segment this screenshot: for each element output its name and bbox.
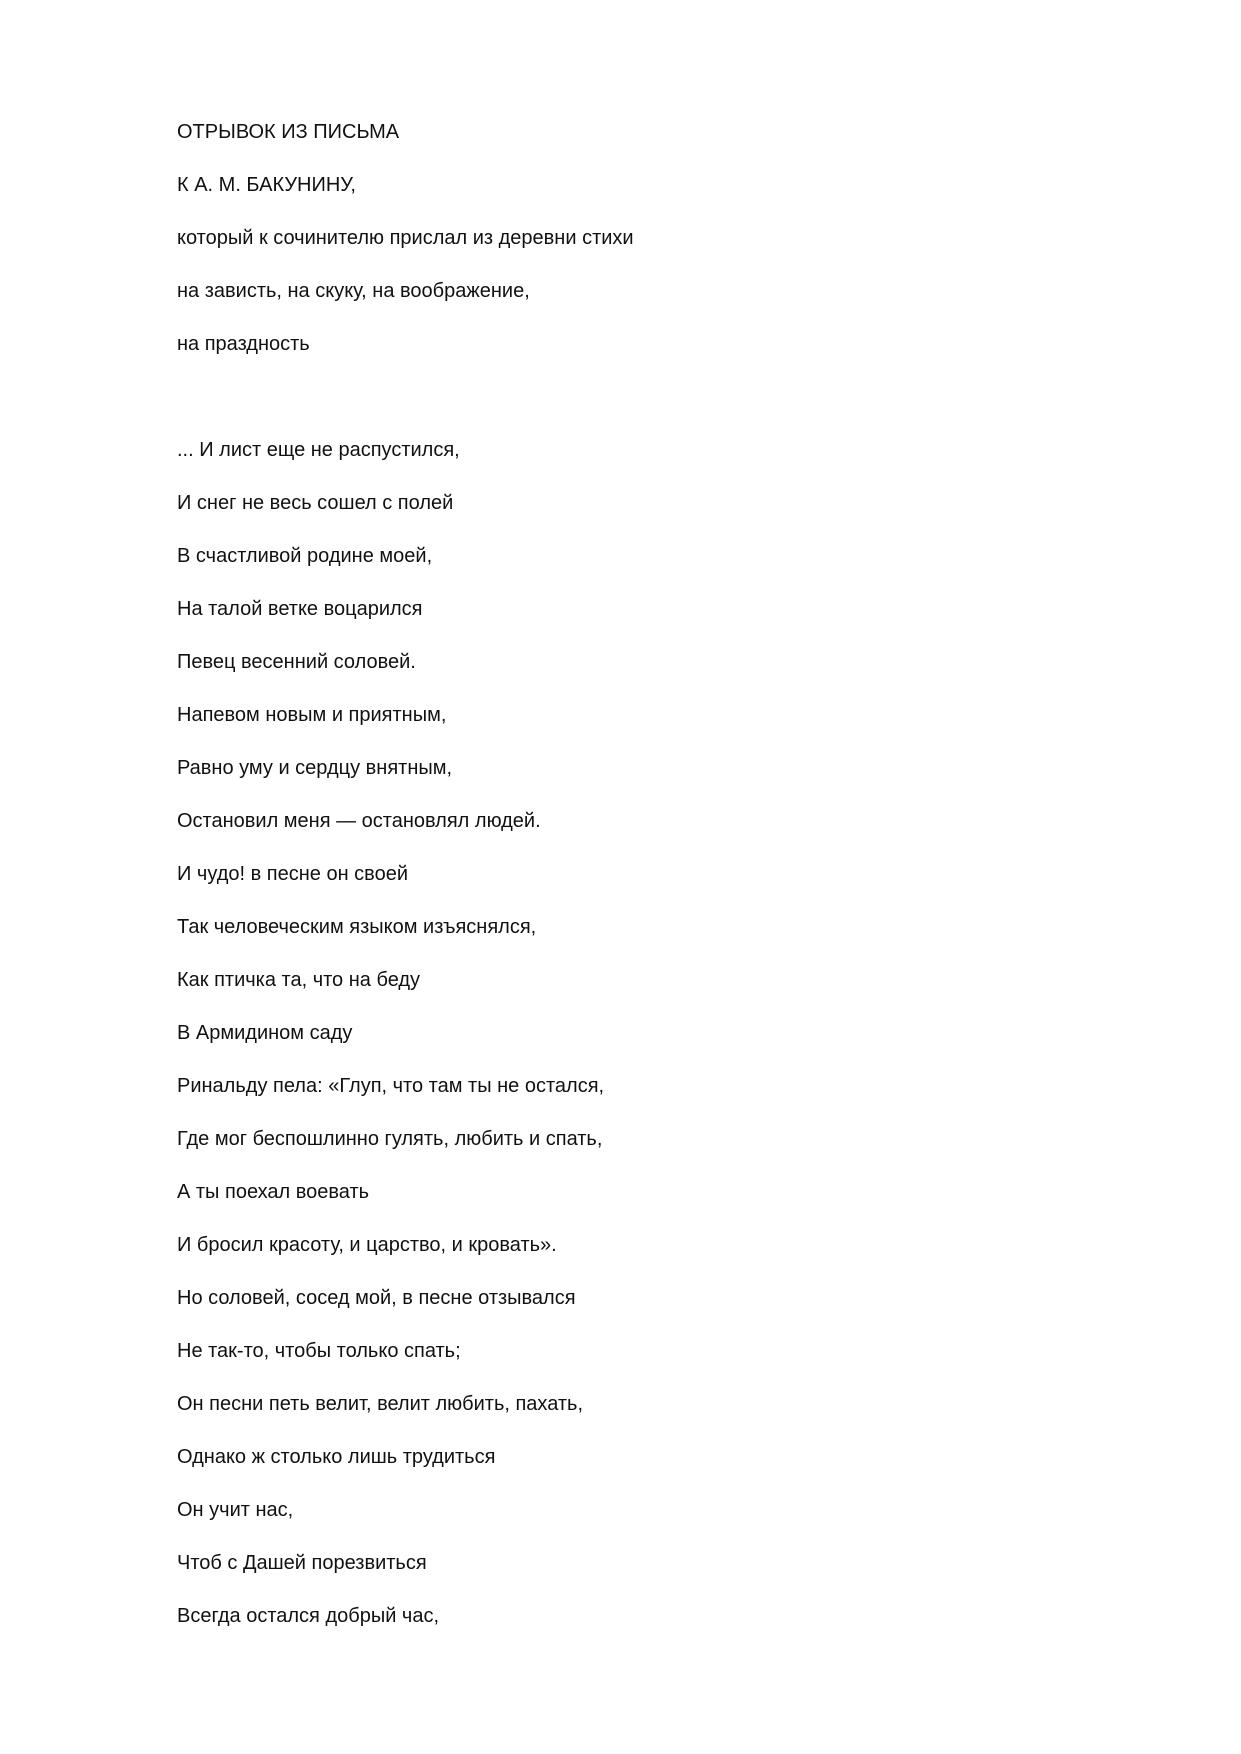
- poem-line: Остановил меня — остановлял людей.: [177, 810, 541, 832]
- stanza-gap: [177, 381, 1177, 434]
- poem-line: Ринальду пела: «Глуп, что там ты не остался,: [177, 1075, 605, 1097]
- poem-line: А ты поехал воевать: [177, 1181, 370, 1203]
- poem-line: И снег не весь сошел с полей: [177, 492, 454, 514]
- poem-line: И бросил красоту, и царство, и кровать».: [177, 1234, 557, 1256]
- document-title: ОТРЫВОК ИЗ ПИСЬМА: [177, 121, 400, 143]
- poem-line: И чудо! в песне он своей: [177, 863, 408, 885]
- poem-line: ... И лист еще не распустился,: [177, 439, 460, 461]
- poem-line: Не так-то, чтобы только спать;: [177, 1340, 461, 1362]
- poem-line: Певец весенний соловей.: [177, 651, 416, 673]
- poem-line: Напевом новым и приятным,: [177, 704, 447, 726]
- poem-line: Чтоб с Дашей порезвиться: [177, 1552, 427, 1574]
- subtitle-line: на зависть, на скуку, на воображение,: [177, 280, 530, 302]
- poem-line: Как птичка та, что на беду: [177, 969, 421, 991]
- poem-line: Где мог беспошлинно гулять, любить и спать,: [177, 1128, 603, 1150]
- subtitle-line: на праздность: [177, 333, 310, 355]
- poem-line: В Армидином саду: [177, 1022, 353, 1044]
- addressee-line: К А. М. БАКУНИНУ,: [177, 174, 356, 196]
- poem-line: Он учит нас,: [177, 1499, 294, 1521]
- poem-line: Так человеческим языком изъяснялся,: [177, 916, 537, 938]
- poem-line: Он песни петь велит, велит любить, пахать,: [177, 1393, 584, 1415]
- poem-line: Равно уму и сердцу внятным,: [177, 757, 453, 779]
- text-block: [177, 116, 1177, 1653]
- poem-line: Всегда остался добрый час,: [177, 1605, 440, 1627]
- poem-line: На талой ветке воцарился: [177, 598, 423, 620]
- poem-line: Однако ж столько лишь трудиться: [177, 1446, 496, 1468]
- poem-line: В счастливой родине моей,: [177, 545, 433, 567]
- subtitle-line: который к сочинителю прислал из деревни стихи: [177, 227, 634, 249]
- poem-line: Но соловей, сосед мой, в песне отзывался: [177, 1287, 576, 1309]
